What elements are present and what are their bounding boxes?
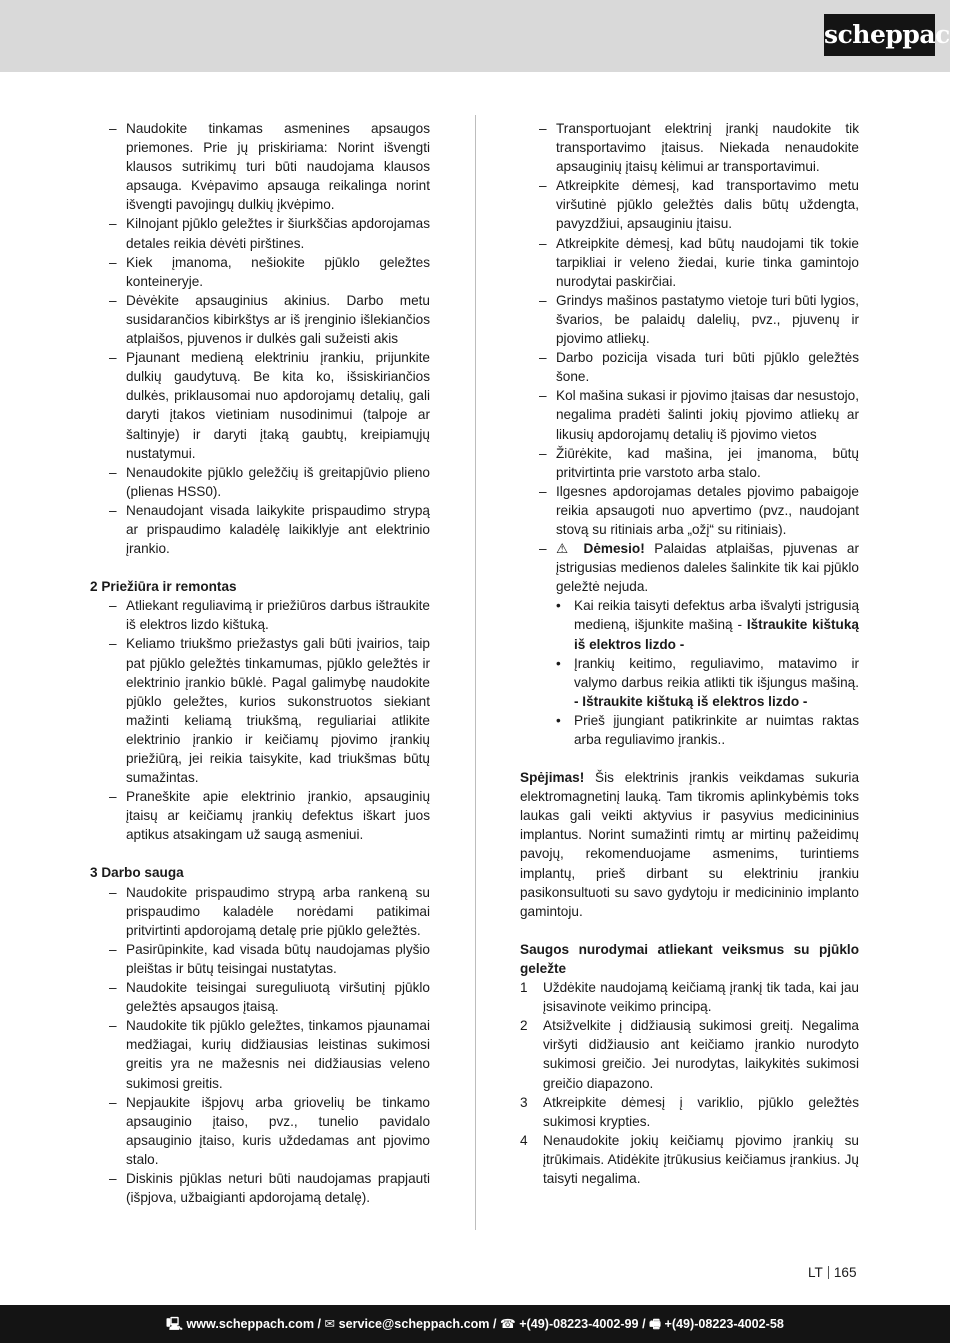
transport-list xyxy=(520,119,859,539)
list-item: – Praneškite apie elektrinio įrankio, apsauginių įtaisų ar keičiamų įrankių defektus iškart juos aptikus atsakingam už saugą asmeniui. xyxy=(109,789,430,843)
list-item-text: Pasirūpinkite, kad visada būtų naudojamas plyšio pleištas ir būtų teisingai nustatytas. xyxy=(126,941,430,976)
list-item-text: Naudokite tik pjūklo geležtes, tinkamos pjaunamai medžiagai, kurių didžiausias leistinas sukimosi greitis yra ne mažesnis nei didžiausias veleno sukimosi greitis. xyxy=(126,1018,430,1091)
numbered-item: 4 Nenaudokite jokių keičiamų pjovimo įrankių su įtrūkimais. Atidėkite įtrūkusius keičiamus įrankius. Jų taisyti negalima. xyxy=(520,1132,859,1186)
intro-list xyxy=(90,119,430,558)
list-item-text: Nepjaukite išpjovų arba griovelių be tinkamo apsauginio įtaiso, pvz., tunelio pavidalo apsauginio įtaiso, kuris uždedamas ant pjovimo stalo. xyxy=(126,1094,430,1167)
left-column xyxy=(90,119,430,1207)
footer-website: www.scheppach.com xyxy=(186,1317,315,1331)
computer-icon: 🖳 xyxy=(166,1317,183,1331)
warning-item: – ⚠ Dėmesio! Palaidas atplaišas, pjuvenas ar įstrigusias medienos daleles šalinkite tik kai pjūklo geležtė nejuda. xyxy=(539,541,860,595)
blade-section-title: Saugos nurodymai atliekant veiksmus su pjūklo geležte xyxy=(520,941,859,976)
list-item-text: Darbo pozicija visada turi būti pjūklo geležtės šone. xyxy=(556,350,859,385)
bullet-item: • Įrankių keitimo, reguliavimo, matavimo ir valymo darbus reikia atlikti tik išjungus mašiną. - Ištraukite kištuką iš elektros lizdo - xyxy=(556,655,859,709)
warning-icon: ⚠ xyxy=(556,541,574,557)
numbered-item: 1 Uždėkite naudojamą keičiamą įrankį tik tada, kai jau įsisavinote veikimo principą. xyxy=(520,980,859,1015)
list-item: – Diskinis pjūklas neturi būti naudojamas prapjauti (išpjova, užbaigianti apdorojamą detalę). xyxy=(109,1170,430,1206)
page-footer: 🖳 www.scheppach.com / ✉ service@scheppach.com / ☎ +(49)-08223-4002-99 / 🖷 +(49)-08223-4002-58 xyxy=(0,1305,950,1343)
list-item-text: Naudokite tinkamas asmenines apsaugos priemones. Prie jų priskiriama: Norint išvengti klausos sutrikimų turi būti naudojama klausos apsauga. Kvėpavimo apsauga reikalinga norint išvengti pavojingų dulkių įkvėpimo. xyxy=(126,121,430,213)
list-item: – Ilgesnes apdorojamas detales pjovimo pabaigoje reikia apsaugoti nuo apvertimo (pvz., naudojant stovą su ritiniais arba „ožį“ su ritiniais). xyxy=(539,483,859,537)
list-item: – Nenaudojant visada laikykite prispaudimo strypą ar prispaudimo kaladėlę laikiklyje ant elektrinio įrankio. xyxy=(109,502,430,557)
list-item-text: Dėvėkite apsauginius akinius. Darbo metu susidarančios kibirkštys ar iš įrenginio išlekiančios atplaišos, pjuvenos ir dulkės gali sužeisti akis xyxy=(126,292,430,347)
blade-safety-list xyxy=(520,978,859,1188)
list-item-text: Pjaunant medieną elektriniu įrankiu, prijunkite dulkių gaudytuvą. Be kita ko, išsiskiriančios dulkės, priklausomai nuo apdorojamų detalių, gali daryti įtakos vietiniam nusodinimui (talpoje ar šaltinyje) ir daryti įtaką gaubtų, kreipiamųjų nustatymui. xyxy=(126,350,430,461)
list-item: – Pasirūpinkite, kad visada būtų naudojamas plyšio pleištas ir būtų teisingai nustatytas. xyxy=(109,941,430,976)
list-item-text: Transportuojant elektrinį įrankį naudokite tik transportavimo įtaisus. Niekada nenaudokite apsauginių įtaisų kėlimui ar transportavimui. xyxy=(556,121,859,175)
list-item-text: Atkreipkite dėmesį, kad transportavimo metu viršutinė pjūklo geležtės dalis būtų uždengta, pavyzdžiui, apsauginiu įtaisu. xyxy=(556,178,859,232)
list-item: – Žiūrėkite, kad mašina, jei įmanoma, būtų pritvirtinta prie varstoto arba stalo. xyxy=(539,445,859,480)
list-item-text: Naudokite teisingai sureguliuotą viršutinį pjūklo geležtės apsaugos įtaisą. xyxy=(126,980,430,1015)
column-divider xyxy=(475,115,476,1230)
list-item: – Atkreipkite dėmesį, kad būtų naudojami tik tokie tarpikliai ir veleno žiedai, kurie tinka gamintojo nurodytai paskirčiai. xyxy=(539,235,859,289)
page-number: LT 165 xyxy=(808,1265,857,1280)
list-item: – Kol mašina sukasi ir pjovimo įtaisas dar nesustojo, negalima pradėti šalinti jokių pjovimo atliekų ar likusių apdorojamų detalių iš pjovimo vietos xyxy=(539,388,859,442)
list-item-text: Atkreipkite dėmesį, kad būtų naudojami tik tokie tarpikliai ir veleno žiedai, kurie tinka gamintojo nurodytai paskirčiai. xyxy=(556,235,859,289)
list-item-text: Kol mašina sukasi ir pjovimo įtaisas dar nesustojo, negalima pradėti šalinti jokių pjovimo atliekų ar likusių apdorojamų detalių iš pjovimo vietos xyxy=(556,388,859,442)
list-item: – Dėvėkite apsauginius akinius. Darbo metu susidarančios kibirkštys ar iš įrenginio išlekiančios atplaišos, pjuvenos ir dulkės gali sužeisti akis xyxy=(109,292,430,347)
caution-label: Spėjimas! xyxy=(520,770,585,786)
list-item: – Naudokite prispaudimo strypą arba rankeną su prispaudimo kaladėle norėdami patikimai pritvirtinti apdorojamą detalę prie pjūklo geležtės. xyxy=(109,884,430,938)
list-item: – Grindys mašinos pastatymo vietoje turi būti lygios, švarios, be palaidų dalelių, pvz., pjuvenų ir pjovimo atliekų. xyxy=(539,292,859,347)
warning-label: Dėmesio! xyxy=(583,541,645,557)
list-item: – Pjaunant medieną elektriniu įrankiu, prijunkite dulkių gaudytuvą. Be kita ko, išsiskiriančios dulkės, priklausomai nuo apdorojamų detalių, gali daryti įtakos vietiniam nusodinimui (talpoje ar šaltinyje) ir daryti įtaką gaubtų, kreipiamųjų nustatymui. xyxy=(109,350,430,461)
list-item-text: Žiūrėkite, kad mašina, jei įmanoma, būtų pritvirtinta prie varstoto arba stalo. xyxy=(556,445,859,480)
phone-icon: ☎ xyxy=(500,1317,516,1331)
list-item-text: Grindys mašinos pastatymo vietoje turi būti lygios, švarios, be palaidų dalelių, pvz., pjuvenų ir pjovimo atliekų. xyxy=(556,292,859,347)
list-item: – Kilnojant pjūklo geležtes ir šiurkščias apdorojamas detales reikia dėvėti pirštines. xyxy=(109,216,430,251)
list-item: – Nepjaukite išpjovų arba griovelių be tinkamo apsauginio įtaiso, pvz., tunelio pavidalo apsauginio įtaiso, kuris uždedamas ant pjovimo stalo. xyxy=(109,1094,430,1167)
list-item-text: Nenaudokite pjūklo geležčių iš greitapjūvio plieno (plienas HSS0). xyxy=(126,464,430,499)
section-heading-maintenance: 2 Priežiūra ir remontas xyxy=(90,579,237,595)
list-item-text: Kilnojant pjūklo geležtes ir šiurkščias apdorojamas detales reikia dėvėti pirštines. xyxy=(126,216,430,251)
list-item: – Nenaudokite pjūklo geležčių iš greitapjūvio plieno (plienas HSS0). xyxy=(109,464,430,499)
list-item-text: Nenaudojant visada laikykite prispaudimo strypą ar prispaudimo kaladėlę laikiklyje ant elektrinio įrankio. xyxy=(126,502,430,557)
bullet-item: • Prieš įjungiant patikrinkite ar nuimtas raktas arba reguliavimo įrankis.. xyxy=(556,712,859,747)
list-item: – Atliekant reguliavimą ir priežiūros darbus ištraukite iš elektros lizdo kištuką. xyxy=(109,598,430,633)
list-item-text: Keliamo triukšmo priežastys gali būti įvairios, taip pat pjūklo geležtės tinkamumas, pjūklo geležtės ir elektrinio įrankio būklė. Pagal galimybę naudokite pjūklo geležtes, kurios sukonstruotos siekiant mažinti keliamą triukšmą, reguliariai atlikite elektrinio įrankio ir keičiamų pjovimo įrankių priežiūrą, jei reikia taisykite, kad triukšmas būtų sumažintas. xyxy=(126,636,430,786)
caution-text: Šis elektrinis įrankis veikdamas sukuria elektromagnetinį lauką. Tam tikromis aplinkybėmis toks laukas gali veikti aktyvius ir pasyvius medicininius implantus. Norint sumažinti rimtų ar mirtinų pažeidimų pavojų, rekomenduojame asmenims, turintiems implantų, prieš dirbant su elektriniu įrankiu pasikonsultuoti su savo gydytoju ir medicininio implanto gamintoju. xyxy=(520,770,859,919)
maintenance-list xyxy=(90,596,430,844)
list-item: – Kiek įmanoma, nešiokite pjūklo geležtes konteineryje. xyxy=(109,254,430,289)
list-item-text: Diskinis pjūklas neturi būti naudojamas prapjauti (išpjova, užbaigianti apdorojamą detalę). xyxy=(126,1170,430,1206)
list-item: – Transportuojant elektrinį įrankį naudokite tik transportavimo įtaisus. Niekada nenaudokite apsauginių įtaisų kėlimui ar transportavimui. xyxy=(539,121,859,175)
list-item-text: Ilgesnes apdorojamas detales pjovimo pabaigoje reikia apsaugoti nuo apvertimo (pvz., naudojant stovą su ritiniais arba „ožį“ su ritiniais). xyxy=(556,483,859,537)
footer-email: service@scheppach.com xyxy=(338,1317,490,1331)
footer-phone: +(49)-08223-4002-99 xyxy=(519,1317,639,1331)
list-item: – Naudokite tik pjūklo geležtes, tinkamos pjaunamai medžiagai, kurių didžiausias leistinas sukimosi greitis yra ne mažesnis nei didžiausias veleno sukimosi greitis. xyxy=(109,1018,430,1091)
numbered-item: 2 Atsižvelkite į didžiausią sukimosi greitį. Negalima viršyti didžiausio ant keičiamo įrankio nurodyto sukimosi greičio. Jei nurodytas, laikykitės sukimosi greičio diapazono. xyxy=(520,1018,859,1091)
list-item: – Darbo pozicija visada turi būti pjūklo geležtės šone. xyxy=(539,350,859,385)
fax-icon: 🖷 xyxy=(649,1317,661,1331)
list-item-text: Naudokite prispaudimo strypą arba rankeną su prispaudimo kaladėle norėdami patikimai pritvirtinti apdorojamą detalę prie pjūklo geležtės. xyxy=(126,884,430,938)
scheppach-logo: scheppach xyxy=(824,14,935,56)
page-header xyxy=(0,0,967,72)
list-item: – Keliamo triukšmo priežastys gali būti įvairios, taip pat pjūklo geležtės tinkamumas, pjūklo geležtės ir elektrinio įrankio būklė. Pagal galimybę naudokite pjūklo geležtes, kurios sukonstruotos siekiant mažinti keliamą triukšmą, reguliariai atlikite elektrinio įrankio ir keičiamų pjovimo įrankių priežiūrą, jei reikia taisykite, kad triukšmas būtų sumažintas. xyxy=(109,636,430,786)
list-item: – Naudokite tinkamas asmenines apsaugos priemones. Prie jų priskiriama: Norint išvengti klausos sutrikimų turi būti naudojama klausos apsauga. Kvėpavimo apsauga reikalinga norint išvengti pavojingų dulkių įkvėpimo. xyxy=(109,121,430,213)
list-item: – Naudokite teisingai sureguliuotą viršutinį pjūklo geležtės apsaugos įtaisą. xyxy=(109,980,430,1015)
list-item: – Atkreipkite dėmesį, kad transportavimo metu viršutinė pjūklo geležtės dalis būtų uždengta, pavyzdžiui, apsauginiu įtaisu. xyxy=(539,178,859,232)
list-item-text: Praneškite apie elektrinio įrankio, apsauginių įtaisų ar keičiamų įrankių defektus iškart juos aptikus atsakingam už saugą asmeniui. xyxy=(126,789,430,843)
list-item-text: Atliekant reguliavimą ir priežiūros darbus ištraukite iš elektros lizdo kištuką. xyxy=(126,598,430,633)
bullet-item: • Kai reikia taisyti defektus arba išvalyti įstrigusią medieną, išjunkite mašiną - Ištraukite kištuką iš elektros lizdo - xyxy=(556,598,859,652)
section-heading-work-safety: 3 Darbo sauga xyxy=(90,865,184,881)
footer-fax: +(49)-08223-4002-58 xyxy=(664,1317,784,1331)
right-column xyxy=(520,119,859,1188)
mail-icon: ✉ xyxy=(324,1317,336,1331)
list-item-text: Kiek įmanoma, nešiokite pjūklo geležtes konteineryje. xyxy=(126,254,430,289)
numbered-item: 3 Atkreipkite dėmesį į variklio, pjūklo geležtės sukimosi krypties. xyxy=(520,1094,859,1129)
warning-bullet-list xyxy=(520,596,859,749)
work-safety-list xyxy=(90,883,430,1208)
warning-text: Palaidas atplaišas, pjuvenas ar įstrigusias medienos daleles šalinkite tik kai pjūklo geležtė nejuda. xyxy=(556,541,860,595)
caution-paragraph xyxy=(520,768,859,921)
